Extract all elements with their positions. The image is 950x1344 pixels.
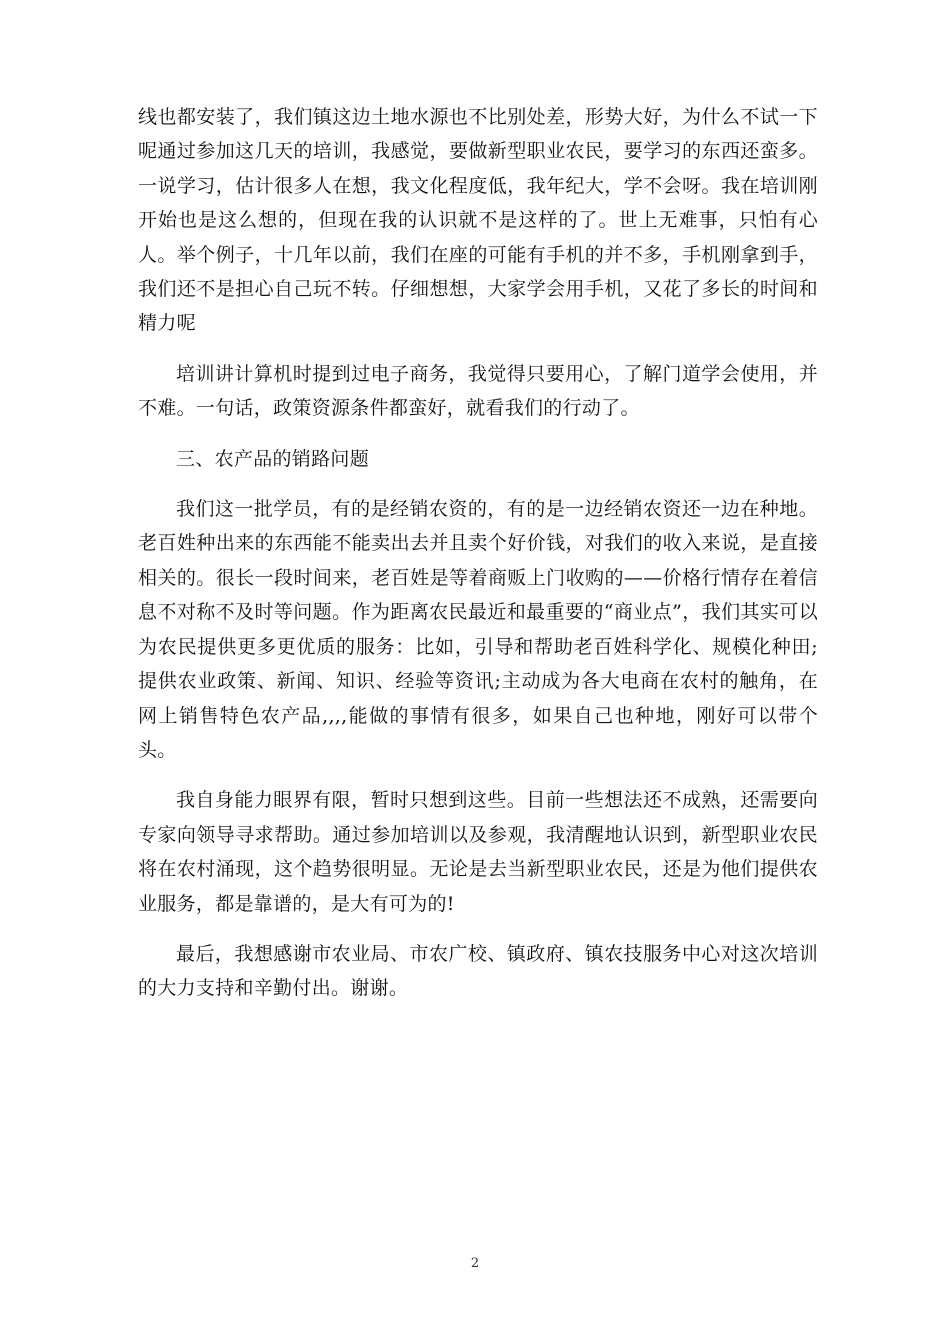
section-heading-sales: 三、农产品的销路问题 xyxy=(176,447,370,470)
document-body xyxy=(138,100,818,1006)
paragraph-continuation: 线也都安装了，我们镇这边土地水源也不比别处差，形势大好，为什么不试一下呢通过参加这几天的培训，我感觉，要做新型职业农民，要学习的东西还蛮多。一说学习，估计很多人在想，我文化程度低，我年纪大，学不会呀。我在培训刚开始也是这么想的，但现在我的认识就不是这样的了。世上无难事，只怕有心人。举个例子，十几年以前，我们在座的可能有手机的并不多，手机刚拿到手，我们还不是担心自己玩不转。仔细想想，大家学会用手机，又花了多长的时间和精力呢 xyxy=(138,106,818,335)
paragraph-ecommerce: 培训讲计算机时提到过电子商务，我觉得只要用心，了解门道学会使用，并不难。一句话，政策资源条件都蛮好，就看我们的行动了。 xyxy=(138,362,818,420)
page-number: 2 xyxy=(470,1256,480,1271)
paragraph-thanks: 最后，我想感谢市农业局、市农广校、镇政府、镇农技服务中心对这次培训的大力支持和辛勤付出。谢谢。 xyxy=(138,942,818,1000)
paragraph-sales: 我们这一批学员，有的是经销农资的，有的是一边经销农资还一边在种地。老百姓种出来的东西能不能卖出去并且卖个好价钱，对我们的收入来说，是直接相关的。很长一段时间来，老百姓是等着商贩上门收购的——价格行情存在着信息不对称不及时等问题。作为距离农民最近和最重要的“商业点”，我们其实可以为农民提供更多更优质的服务：比如，引导和帮助老百姓科学化、规模化种田;提供农业政策、新闻、知识、经验等资讯;主动成为各大电商在农村的触角，在网上销售特色农产品,,,,能做的事情有很多，如果自己也种地，刚好可以带个头。 xyxy=(138,498,818,761)
paragraph-outlook: 我自身能力眼界有限，暂时只想到这些。目前一些想法还不成熟，还需要向专家向领导寻求帮助。通过参加培训以及参观，我清醒地认识到，新型职业农民将在农村涌现，这个趋势很明显。无论是去当新型职业农民，还是为他们提供农业服务，都是靠谱的，是大有可为的! xyxy=(138,789,818,915)
